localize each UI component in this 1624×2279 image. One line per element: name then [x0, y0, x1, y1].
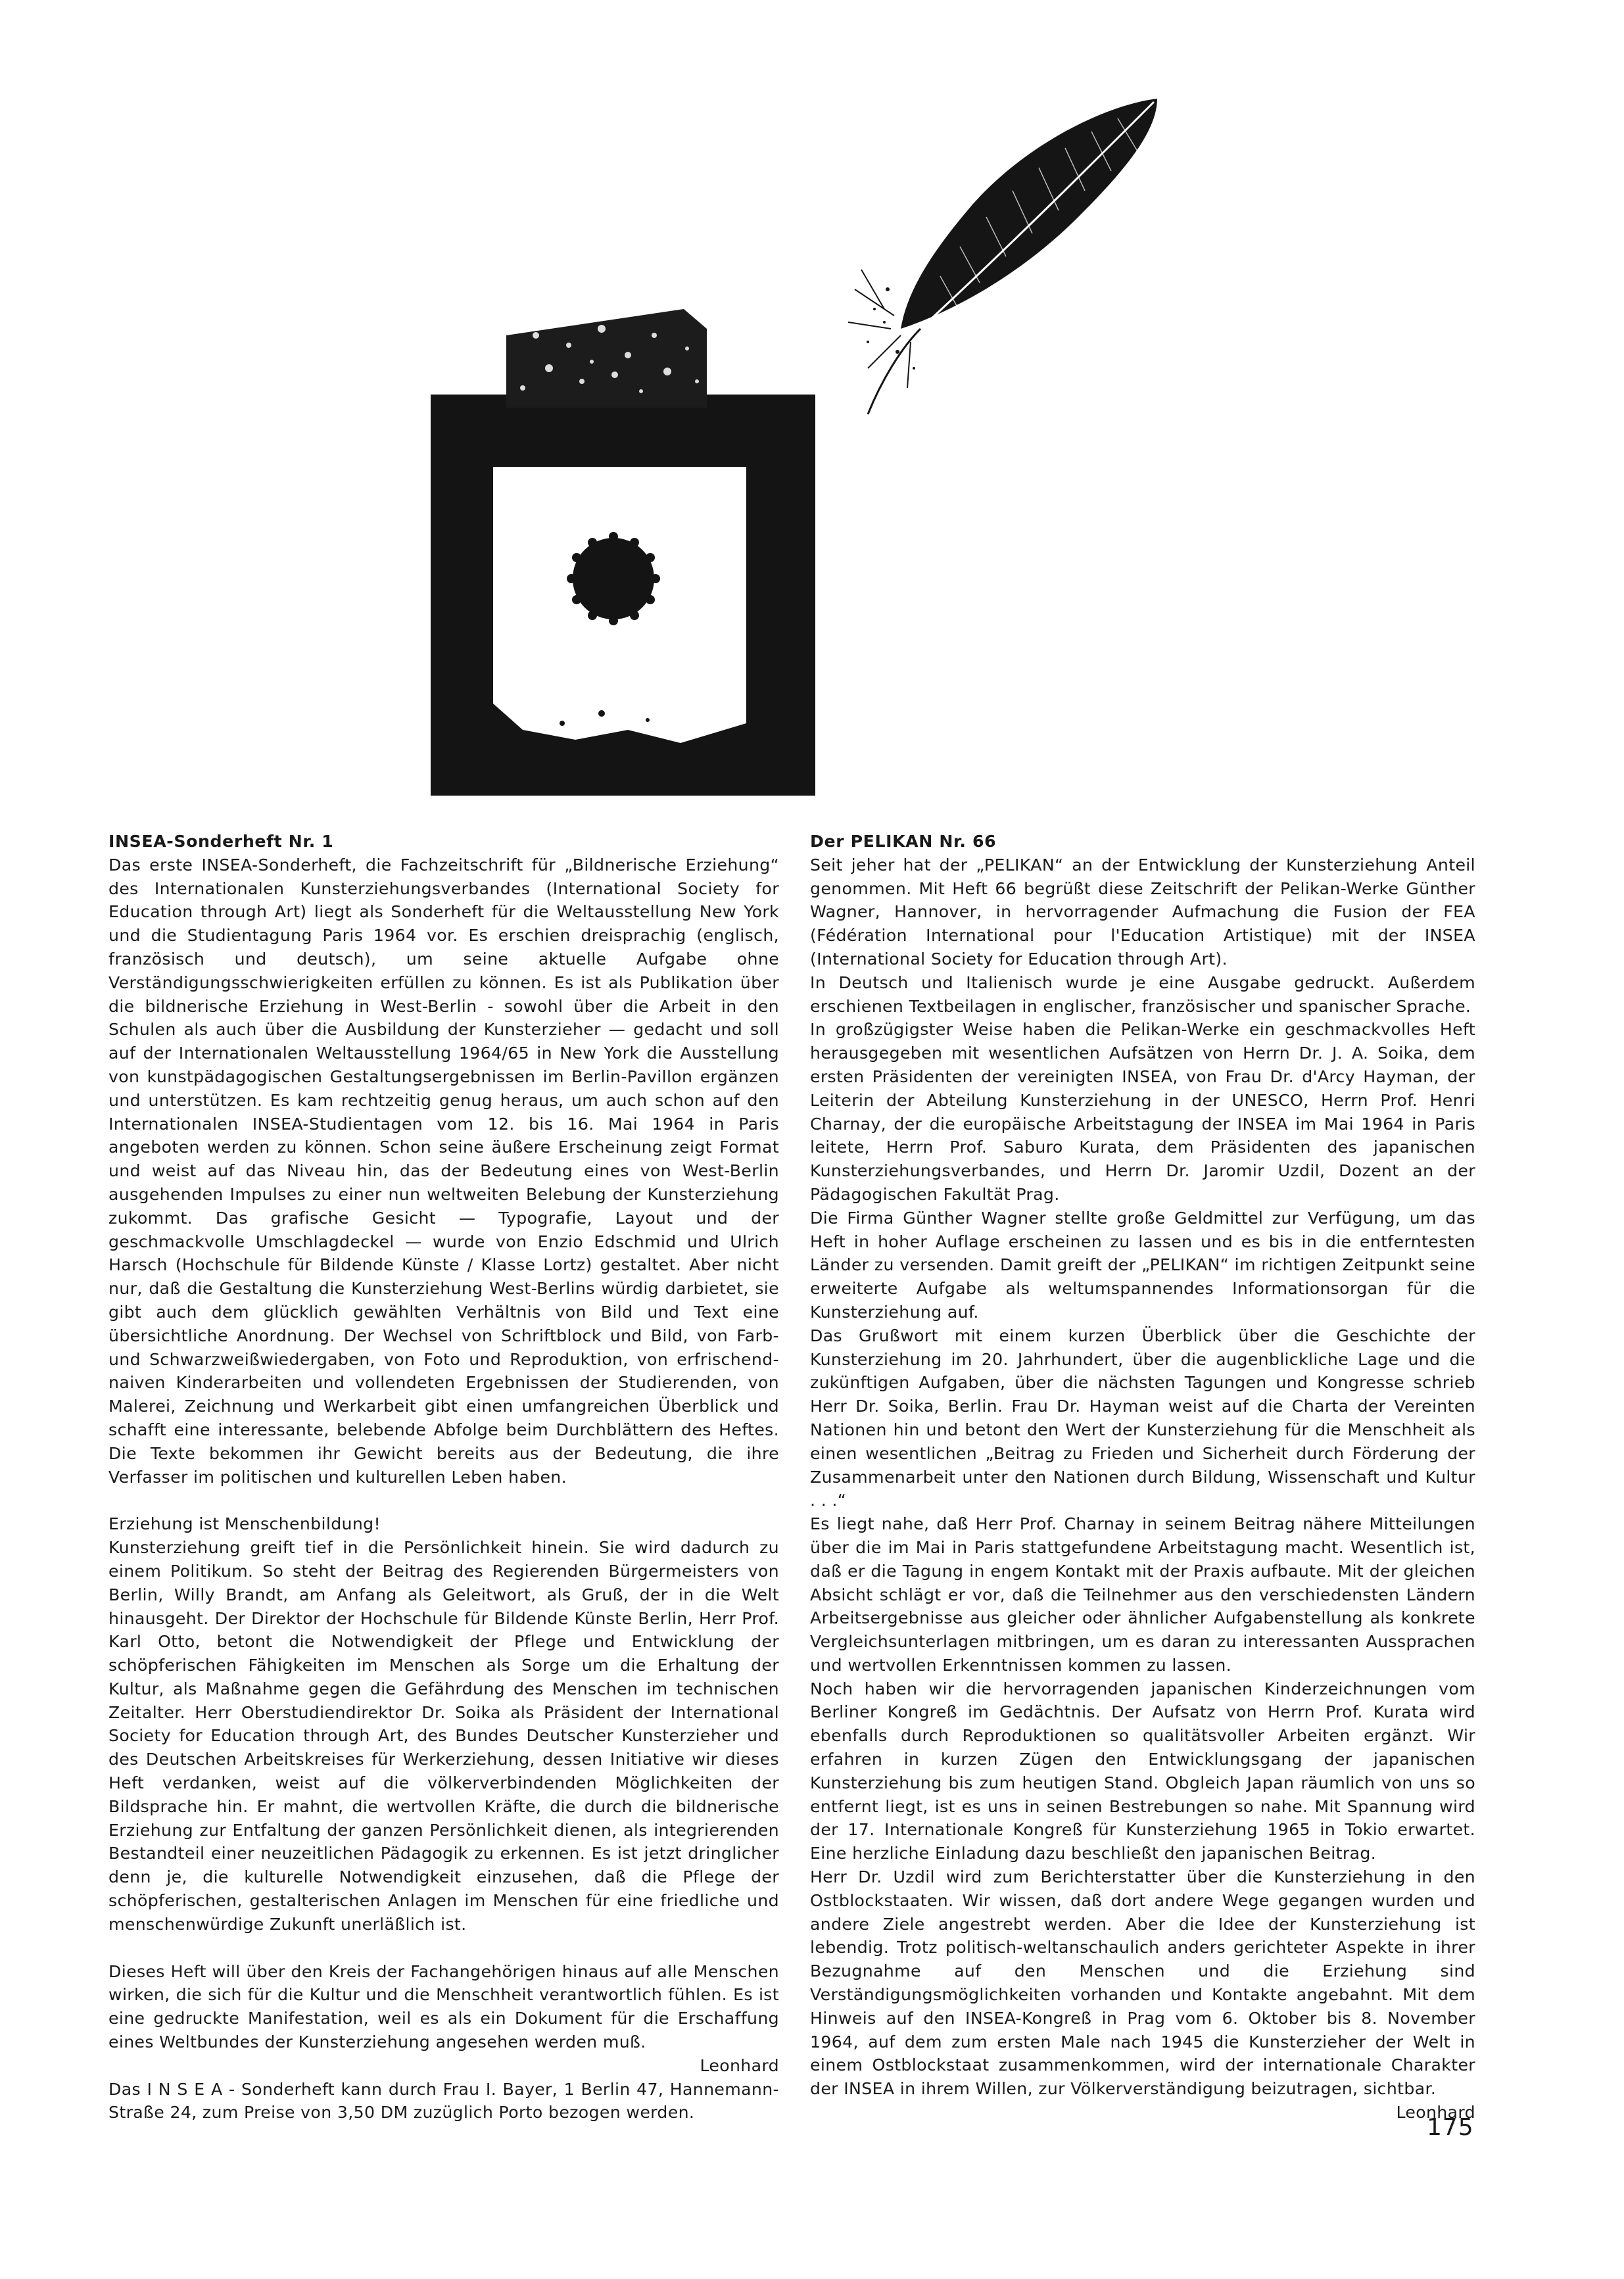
right-article-paragraph: Seit jeher hat der „PELIKAN“ an der Entwicklung der Kunsterziehung Anteil genommen. Mit Heft 66 begrüßt diese Zeitschrift der Pelikan-Werke Günther Wagner, Hannover, in hervorragender Aufmachung die Fusion der FEA (Fédération International pour l'Education Artistique) mit der INSEA (International Society for Education through Art). — [810, 855, 1475, 969]
left-article-title: INSEA-Sonderheft Nr. 1 — [108, 832, 334, 851]
left-article-signature: Leonhard — [700, 2055, 779, 2075]
right-article-paragraph: Es liegt nahe, daß Herr Prof. Charnay in seinem Beitrag nähere Mitteilungen über die im Mai in Paris stattgefundene Arbeitstagung macht. Wesentlich ist, daß er die Tagung in engem Kontakt mit der Praxis aufbaute. Mit der gleichen Absicht schlägt er vor, daß die Teilnehmer aus den verschiedensten Ländern Arbeitsergebnisse aus gleicher oder ähnlicher Aufgabenstellung als konkrete Vergleichsunterlagen mitbringen, um es daran zu interessanten Aussprachen und wertvollen Erkenntnissen kommen zu lassen. — [810, 1514, 1475, 1675]
right-article-paragraph: In Deutsch und Italienisch wurde je eine Ausgabe gedruckt. Außerdem erschienen Textbeilagen in englischer, französischer und spanischer Sprache. — [810, 972, 1475, 1016]
page-number: 175 — [1427, 2114, 1474, 2141]
left-article-paragraph: Kunsterziehung greift tief in die Persönlichkeit hinein. Sie wird dadurch zu einem Politikum. So steht der Beitrag des Regierenden Bürgermeisters von Berlin, Willy Brandt, am Anfang als Geleitwort, als Gruß, der in die Welt hinausgeht. Der Direktor der Hochschule für Bildende Künste Berlin, Herr Prof. Karl Otto, betont die Notwendigkeit der Pflege und Entwicklung der schöpferischen Fähigkeiten im Menschen als Sorge um die Erhaltung der Kultur, als Maßnahme gegen die Gefährdung des Menschen im technischen Zeitalter. Herr Oberstudiendirektor Dr. Soika als Präsident der International Society for Education through Art, des Bundes Deutscher Kunsterzieher und des Deutschen Arbeitskreises für Werkerziehung, dessen Initiative wir dieses Heft verdanken, weist auf die völkerverbindenden Möglichkeiten der Bildsprache hin. Er mahnt, die wertvollen Kräfte, die durch die bildnerische Erziehung zur Entfaltung der ganzen Persönlichkeit dienen, als integrierenden Bestandteil einer neuzeitlichen Pädagogik zu erkennen. Es ist jetzt dringlicher denn je, die kulturelle Notwendigkeit einzusehen, daß die Pflege der schöpferischen, gestalterischen Anlagen im Menschen für eine friedliche und menschenwürdige Zukunft unerläßlich ist. — [108, 1538, 779, 1934]
woodcut-print-image — [431, 309, 815, 796]
right-article — [810, 830, 1475, 2124]
feather-image — [828, 92, 1170, 421]
right-article-paragraph: Noch haben wir die hervorragenden japanischen Kinderzeichnungen vom Berliner Kongreß im Gedächtnis. Der Aufsatz von Herrn Prof. Kurata wird ebenfalls durch Reproduktionen so qualitätsvoller Arbeiten ergänzt. Wir erfahren in kurzen Zügen den Entwicklungsgang der japanischen Kunsterziehung bis zum heutigen Stand. Obgleich Japan räumlich von uns so entfernt liegt, ist es uns in seinen Bestrebungen so nahe. Mit Spannung wird der 17. Internationale Kongreß für Kunsterziehung 1965 in Tokio erwartet. Eine herzliche Einladung dazu beschließt den japanischen Beitrag. — [810, 1679, 1475, 1863]
right-article-signature: Leonhard — [1396, 2103, 1475, 2123]
right-article-title: Der PELIKAN Nr. 66 — [810, 832, 997, 851]
right-article-paragraph: Die Firma Günther Wagner stellte große Geldmittel zur Verfügung, um das Heft in hoher Auflage erscheinen zu lassen und es bis in die entferntesten Länder zu versenden. Damit greift der „PELIKAN“ im richtigen Zeitpunkt seine erweiterte Aufgabe als weltumspannendes Informationsorgan für die Kunsterziehung auf. — [810, 1208, 1475, 1322]
right-article-paragraph: In großzügigster Weise haben die Pelikan-Werke ein geschmackvolles Heft herausgegeben mit wesentlichen Aufsätzen von Herrn Dr. J. A. Soika, dem ersten Präsidenten der vereinigten INSEA, von Frau Dr. d'Arcy Hayman, der Leiterin der Abteilung Kunsterziehung in der UNESCO, Herrn Prof. Henri Charnay, der die europäische Arbeitstagung der INSEA im Mai 1964 in Paris leitete, Herrn Prof. Saburo Kurata, dem Präsidenten des japanischen Kunsterziehungsverbandes, und Herrn Dr. Jaromir Uzdil, Dozent an der Pädagogischen Fakultät Prag. — [810, 1020, 1475, 1204]
left-article — [108, 830, 779, 2124]
right-article-paragraph: Herr Dr. Uzdil wird zum Berichterstatter über die Kunsterziehung in den Ostblockstaaten. Wir wissen, daß dort andere Wege gegangen wurden und andere Ziele angestrebt werden. Aber die Idee der Kunsterziehung ist lebendig. Trotz politisch-weltanschaulich anders gerichteter Aspekte in ihrer Bezugnahme auf den Menschen und die Erziehung sind Verständigungsmöglichkeiten vorhanden und Kontakte angebahnt. Mit dem Hinweis auf den INSEA-Kongreß in Prag vom 6. Oktober bis 8. November 1964, auf dem zum ersten Male nach 1945 die Kunsterzieher der Welt in einem Ostblockstaat zusammenkommen, wird der internationale Charakter der INSEA in ihrem Willen, zur Völkerverständigung beizutragen, sichtbar. — [810, 1867, 1475, 2099]
left-article-order-note: Das I N S E A - Sonderheft kann durch Frau I. Bayer, 1 Berlin 47, Hannemann-Straße 24, zum Preise von 3,50 DM zuzüglich Porto bezogen werden. — [108, 2079, 779, 2123]
right-article-paragraph: Das Grußwort mit einem kurzen Überblick über die Geschichte der Kunsterziehung im 20. Jahrhundert, über die augenblickliche Lage und die zukünftigen Aufgaben, über die nächsten Tagungen und Kongresse schrieb Herr Dr. Soika, Berlin. Frau Dr. Hayman weist auf die Charta der Vereinten Nationen hin und betont den Wert der Kunsterziehung für die Menschheit als einen wesentlichen „Beitrag zu Frieden und Sicherheit durch Förderung der Zusammenarbeit unter den Nationen durch Bildung, Wissenschaft und Kultur . . .“ — [810, 1326, 1475, 1510]
left-article-paragraph: Das erste INSEA-Sonderheft, die Fachzeitschrift für „Bildnerische Erziehung“ des Internationalen Kunsterziehungsverbandes (International Society for Education through Art) liegt als Sonderheft für die Weltausstellung New York und die Studientagung Paris 1964 vor. Es erschien dreisprachig (englisch, französisch und deutsch), um seine aktuelle Aufgabe ohne Verständigungsschwierigkeiten erfüllen zu können. Es ist als Publikation über die bildnerische Erziehung in West-Berlin - sowohl über die Arbeit in den Schulen als auch über die Ausbildung der Kunsterzieher — gedacht und soll auf der Internationalen Weltausstellung 1964/65 in New York die Ausstellung von kunstpädagogischen Gestaltungsergebnissen im Berlin-Pavillon ergänzen und unterstützen. Es kam rechtzeitig genug heraus, um auch schon auf den Internationalen INSEA-Studientagen vom 12. bis 16. Mai 1964 in Paris angeboten werden zu können. Schon seine äußere Erscheinung zeigt Format und weist auf das Niveau hin, das der Bedeutung eines von West-Berlin ausgehenden Impulses zu einer nun weltweiten Belebung der Kunsterziehung zukommt. Das grafische Gesicht — Typografie, Layout und der geschmackvolle Umschlagdeckel — wurde von Enzio Edschmid und Ulrich Harsch (Hochschule für Bildende Künste / Klasse Lortz) gestaltet. Aber nicht nur, daß die Gestaltung die Kunsterziehung West-Berlins würdig darbietet, sie gibt auch dem glücklich gewählten Verhältnis von Bild und Text eine übersichtliche Anordnung. Der Wechsel von Schriftblock und Bild, von Farb- und Schwarzweißwiedergaben, von Foto und Reproduktion, von erfrischend-naiven Kinderarbeiten und vollendeten Ergebnissen der Studierenden, von Malerei, Zeichnung und Werkarbeit gibt einen umfangreichen Überblick und schafft eine interessante, belebende Abfolge beim Durchblättern des Heftes. Die Texte bekommen ihr Gewicht bereits aus der Bedeutung, die ihre Verfasser im politischen und kulturellen Leben haben. — [108, 855, 779, 1487]
left-article-subheading: Erziehung ist Menschenbildung! — [108, 1514, 381, 1534]
left-article-paragraph: Dieses Heft will über den Kreis der Fachangehörigen hinaus auf alle Menschen wirken, die sich für die Kultur und die Menschheit verantwortlich fühlen. Es ist eine gedruckte Manifestation, weil es als ein Dokument für die Erschaffung eines Weltbundes der Kunsterziehung angesehen werden muß. — [108, 1961, 779, 2052]
